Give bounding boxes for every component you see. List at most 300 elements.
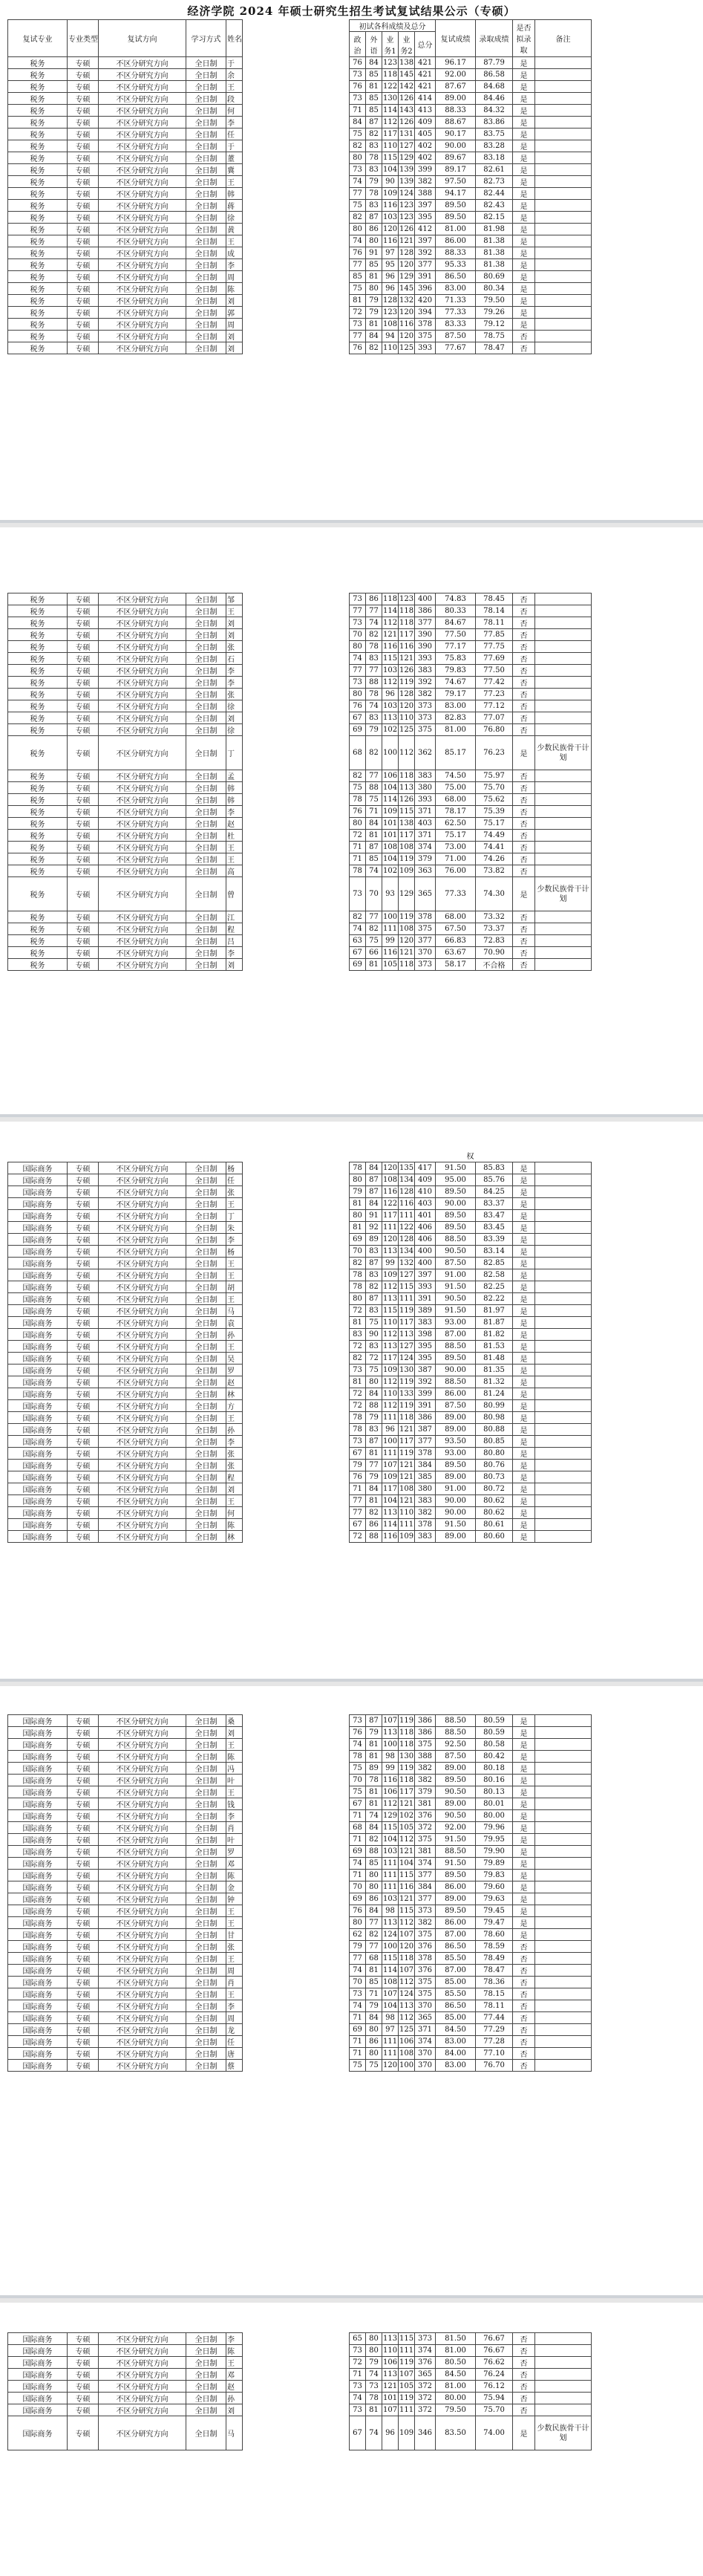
table-row — [350, 283, 592, 295]
cell-major: 税务 — [8, 212, 68, 224]
table-row — [8, 1917, 243, 1929]
cell-s1: 76 — [350, 806, 366, 818]
cell-s3: 122 — [382, 81, 399, 93]
cell-major: 税务 — [8, 140, 68, 152]
cell-final: 79.95 — [476, 1834, 513, 1846]
table-row — [8, 1174, 243, 1185]
cell-type: 专硕 — [68, 2060, 99, 2072]
table-row — [8, 1340, 243, 1352]
cell-s4: 130 — [399, 1364, 415, 1376]
table-row — [8, 2416, 243, 2450]
cell-note — [535, 1162, 592, 1174]
cell-s4: 112 — [399, 1917, 415, 1929]
cell-type: 专硕 — [68, 865, 99, 877]
cell-name: 韩 — [226, 188, 243, 200]
cell-direction: 不区分研究方向 — [99, 1727, 186, 1739]
cell-major: 税务 — [8, 295, 68, 307]
cell-type: 专硕 — [68, 319, 99, 331]
cell-total: 372 — [415, 2381, 436, 2393]
cell-mode: 全日制 — [186, 1316, 226, 1328]
table-right-fragment — [349, 1714, 592, 2072]
cell-admit: 是 — [513, 1174, 535, 1185]
cell-s1: 76 — [350, 342, 366, 354]
cell-s4: 120 — [399, 1941, 415, 1953]
cell-major: 国际商务 — [8, 1751, 68, 1763]
cell-retest: 77.67 — [436, 342, 476, 354]
cell-s3: 107 — [382, 1715, 399, 1727]
cell-s4: 117 — [399, 629, 415, 641]
table-row — [350, 164, 592, 176]
cell-note — [535, 1388, 592, 1399]
cell-s4: 112 — [399, 1834, 415, 1846]
table-row — [8, 1209, 243, 1221]
cell-s1: 72 — [350, 2357, 366, 2369]
cell-retest: 79.83 — [436, 665, 476, 677]
cell-s2: 71 — [366, 1988, 382, 2000]
table-row — [8, 593, 243, 605]
table-row — [8, 1953, 243, 1965]
cell-major: 国际商务 — [8, 1340, 68, 1352]
cell-retest: 89.50 — [436, 1185, 476, 1197]
cell-retest: 90.00 — [436, 140, 476, 152]
table-row — [8, 200, 243, 212]
table-row — [8, 1822, 243, 1834]
table-row — [350, 2000, 592, 2012]
cell-major: 国际商务 — [8, 2000, 68, 2012]
table-right-fragment — [349, 19, 592, 354]
cell-direction: 不区分研究方向 — [99, 342, 186, 354]
cell-final: 82.85 — [476, 1257, 513, 1269]
cell-type: 专硕 — [68, 1316, 99, 1328]
cell-s2: 71 — [366, 806, 382, 818]
cell-mode: 全日制 — [186, 93, 226, 105]
cell-admit: 是 — [513, 2416, 535, 2450]
table-row — [350, 1423, 592, 1435]
header-row — [350, 20, 592, 32]
cell-name: 方 — [226, 1399, 243, 1411]
cell-major: 税务 — [8, 806, 68, 818]
cell-admit: 否 — [513, 959, 535, 971]
cell-admit: 是 — [513, 212, 535, 224]
cell-note — [535, 617, 592, 629]
cell-retest: 74.50 — [436, 770, 476, 782]
table-row — [8, 1846, 243, 1858]
cell-name: 于 — [226, 140, 243, 152]
cell-final: 80.99 — [476, 1399, 513, 1411]
table-row — [8, 1751, 243, 1763]
table-row — [8, 212, 243, 224]
cell-s4: 115 — [399, 806, 415, 818]
cell-s3: 105 — [382, 959, 399, 971]
table-row — [350, 1364, 592, 1376]
cell-type: 专硕 — [68, 271, 99, 283]
cell-direction: 不区分研究方向 — [99, 1530, 186, 1542]
cell-mode: 全日制 — [186, 947, 226, 959]
cell-type: 专硕 — [68, 1953, 99, 1965]
cell-s2: 85 — [366, 1977, 382, 1988]
cell-s2: 89 — [366, 1763, 382, 1775]
cell-s1: 68 — [350, 736, 366, 770]
cell-s4: 124 — [399, 188, 415, 200]
cell-name: 刘 — [226, 712, 243, 724]
table-row — [8, 235, 243, 247]
cell-name: 刘 — [226, 331, 243, 342]
cell-direction: 不区分研究方向 — [99, 653, 186, 665]
cell-s2: 79 — [366, 307, 382, 319]
cell-type: 专硕 — [68, 2000, 99, 2012]
cell-type: 专硕 — [68, 1174, 99, 1185]
cell-s4: 145 — [399, 283, 415, 295]
cell-s3: 96 — [382, 283, 399, 295]
header-retest: 复试成绩 — [436, 20, 476, 57]
cell-admit: 是 — [513, 1798, 535, 1810]
table-row — [8, 129, 243, 140]
cell-note — [535, 1798, 592, 1810]
cell-major: 国际商务 — [8, 1257, 68, 1269]
cell-retest: 91.50 — [436, 1518, 476, 1530]
cell-s4: 112 — [399, 736, 415, 770]
cell-major: 税务 — [8, 93, 68, 105]
cell-type: 专硕 — [68, 129, 99, 140]
table-row — [350, 782, 592, 794]
cell-admit: 是 — [513, 1494, 535, 1506]
cell-s1: 80 — [350, 641, 366, 653]
cell-s4: 129 — [399, 271, 415, 283]
cell-mode: 全日制 — [186, 1304, 226, 1316]
cell-retest: 91.00 — [436, 1269, 476, 1281]
cell-name: 罗 — [226, 1364, 243, 1376]
cell-final: 77.10 — [476, 2048, 513, 2060]
header-note: 备注 — [535, 20, 592, 57]
table-row — [8, 2404, 243, 2416]
table-row — [8, 1715, 243, 1727]
cell-name: 李 — [226, 2000, 243, 2012]
cell-name: 王 — [226, 1917, 243, 1929]
cell-s4: 121 — [399, 1423, 415, 1435]
cell-s2: 84 — [366, 57, 382, 69]
cell-total: 373 — [415, 2333, 436, 2345]
table-row — [8, 1988, 243, 2000]
cell-total: 392 — [415, 1376, 436, 1388]
page-separator — [0, 1114, 703, 1122]
cell-s3: 123 — [382, 307, 399, 319]
cell-final: 83.28 — [476, 140, 513, 152]
cell-major: 国际商务 — [8, 1447, 68, 1459]
cell-total: 413 — [415, 105, 436, 117]
cell-direction: 不区分研究方向 — [99, 57, 186, 69]
cell-name: 高 — [226, 865, 243, 877]
cell-retest: 79.17 — [436, 689, 476, 700]
cell-s2: 66 — [366, 947, 382, 959]
cell-final: 75.70 — [476, 2404, 513, 2416]
cell-note — [535, 1423, 592, 1435]
table-row — [350, 1471, 592, 1483]
cell-retest: 77.33 — [436, 307, 476, 319]
cell-s1: 81 — [350, 1376, 366, 1388]
cell-major: 国际商务 — [8, 1858, 68, 1870]
cell-admit: 是 — [513, 1197, 535, 1209]
cell-s4: 124 — [399, 1352, 415, 1364]
cell-name: 任 — [226, 129, 243, 140]
cell-major: 税务 — [8, 152, 68, 164]
cell-s2: 83 — [366, 164, 382, 176]
cell-mode: 全日制 — [186, 1786, 226, 1798]
cell-note — [535, 641, 592, 653]
cell-mode: 全日制 — [186, 2024, 226, 2036]
cell-s3: 112 — [382, 1376, 399, 1388]
cell-mode: 全日制 — [186, 2060, 226, 2072]
table-row — [8, 69, 243, 81]
table-row — [350, 1763, 592, 1775]
table-row — [8, 1399, 243, 1411]
cell-final: 80.34 — [476, 283, 513, 295]
cell-name: 丁 — [226, 1209, 243, 1221]
cell-total: 375 — [415, 1739, 436, 1751]
cell-admit: 是 — [513, 1388, 535, 1399]
cell-retest: 89.00 — [436, 1471, 476, 1483]
cell-note: 少数民族骨干计划 — [535, 736, 592, 770]
table-row — [8, 1185, 243, 1197]
cell-s3: 110 — [382, 1388, 399, 1399]
cell-mode: 全日制 — [186, 1269, 226, 1281]
cell-mode: 全日制 — [186, 1197, 226, 1209]
cell-s2: 77 — [366, 1941, 382, 1953]
header-note-row — [350, 1150, 592, 1162]
header-s1: 政治 — [350, 32, 366, 57]
cell-name: 刘 — [226, 1727, 243, 1739]
cell-total: 421 — [415, 69, 436, 81]
cell-admit: 否 — [513, 818, 535, 830]
cell-direction: 不区分研究方向 — [99, 105, 186, 117]
table-row — [8, 1530, 243, 1542]
cell-name: 王 — [226, 1953, 243, 1965]
cell-s3: 97 — [382, 2024, 399, 2036]
cell-name: 余 — [226, 69, 243, 81]
cell-direction: 不区分研究方向 — [99, 605, 186, 617]
cell-name: 曾 — [226, 877, 243, 911]
cell-type: 专硕 — [68, 212, 99, 224]
cell-s1: 76 — [350, 700, 366, 712]
cell-name: 蒋 — [226, 200, 243, 212]
cell-s3: 118 — [382, 69, 399, 81]
cell-major: 税务 — [8, 794, 68, 806]
cell-s3: 113 — [382, 1917, 399, 1929]
table-row — [350, 1376, 592, 1388]
cell-s3: 103 — [382, 1893, 399, 1905]
cell-type: 专硕 — [68, 1245, 99, 1257]
cell-retest: 86.00 — [436, 1881, 476, 1893]
header-admit: 是否拟录取 — [513, 20, 535, 57]
cell-mode: 全日制 — [186, 105, 226, 117]
cell-s2: 78 — [366, 641, 382, 653]
cell-direction: 不区分研究方向 — [99, 1846, 186, 1858]
table-row — [350, 2024, 592, 2036]
table-row — [8, 1798, 243, 1810]
cell-s3: 104 — [382, 782, 399, 794]
cell-admit: 否 — [513, 2404, 535, 2416]
cell-mode: 全日制 — [186, 1281, 226, 1292]
cell-s4: 130 — [399, 1751, 415, 1763]
cell-retest: 75.83 — [436, 653, 476, 665]
cell-s4: 108 — [399, 923, 415, 935]
cell-note — [535, 1822, 592, 1834]
cell-s3: 111 — [382, 1447, 399, 1459]
cell-major: 税务 — [8, 235, 68, 247]
cell-s4: 107 — [399, 1965, 415, 1977]
cell-note — [535, 1494, 592, 1506]
cell-type: 专硕 — [68, 806, 99, 818]
cell-s3: 110 — [382, 2345, 399, 2357]
cell-name: 成 — [226, 247, 243, 259]
cell-final: 75.39 — [476, 806, 513, 818]
cell-final: 80.00 — [476, 1810, 513, 1822]
cell-admit: 是 — [513, 319, 535, 331]
cell-direction: 不区分研究方向 — [99, 1376, 186, 1388]
table-row — [350, 247, 592, 259]
cell-total: 371 — [415, 830, 436, 842]
cell-s4: 105 — [399, 2381, 415, 2393]
cell-type: 专硕 — [68, 2381, 99, 2393]
cell-admit: 否 — [513, 1965, 535, 1977]
cell-admit: 否 — [513, 1988, 535, 2000]
cell-total: 389 — [415, 1304, 436, 1316]
table-row — [8, 1518, 243, 1530]
cell-s2: 81 — [366, 830, 382, 842]
cell-major: 税务 — [8, 959, 68, 971]
cell-s1: 73 — [350, 93, 366, 105]
cell-s1: 80 — [350, 818, 366, 830]
cell-direction: 不区分研究方向 — [99, 794, 186, 806]
cell-total: 387 — [415, 1423, 436, 1435]
cell-name: 徐 — [226, 212, 243, 224]
cell-final: 80.61 — [476, 1518, 513, 1530]
cell-note — [535, 1459, 592, 1471]
table-left-fragment — [7, 19, 243, 354]
cell-major: 国际商务 — [8, 1221, 68, 1233]
cell-mode: 全日制 — [186, 1209, 226, 1221]
cell-note — [535, 247, 592, 259]
cell-name: 刘 — [226, 342, 243, 354]
cell-major: 国际商务 — [8, 2060, 68, 2072]
cell-s2: 80 — [366, 2048, 382, 2060]
cell-s4: 121 — [399, 653, 415, 665]
cell-s4: 119 — [399, 1715, 415, 1727]
cell-total: 402 — [415, 152, 436, 164]
cell-direction: 不区分研究方向 — [99, 2393, 186, 2404]
cell-major: 税务 — [8, 57, 68, 69]
table-row — [350, 1775, 592, 1786]
cell-direction: 不区分研究方向 — [99, 935, 186, 947]
cell-major: 税务 — [8, 830, 68, 842]
cell-note — [535, 1471, 592, 1483]
cell-type: 专硕 — [68, 2345, 99, 2357]
cell-major: 国际商务 — [8, 2012, 68, 2024]
cell-s1: 71 — [350, 1810, 366, 1822]
cell-note — [535, 677, 592, 689]
cell-s1: 73 — [350, 1715, 366, 1727]
cell-direction: 不区分研究方向 — [99, 1162, 186, 1174]
cell-admit: 是 — [513, 1185, 535, 1197]
cell-note — [535, 724, 592, 736]
table-row — [350, 1221, 592, 1233]
cell-s3: 114 — [382, 605, 399, 617]
cell-note — [535, 1988, 592, 2000]
cell-major: 税务 — [8, 712, 68, 724]
table-row — [8, 724, 243, 736]
table-row — [350, 81, 592, 93]
table-row — [8, 653, 243, 665]
cell-s4: 108 — [399, 1483, 415, 1494]
cell-retest: 81.50 — [436, 2333, 476, 2345]
cell-final: 78.14 — [476, 605, 513, 617]
cell-major: 国际商务 — [8, 1941, 68, 1953]
cell-total: 346 — [415, 2416, 436, 2450]
cell-note — [535, 1727, 592, 1739]
cell-s3: 104 — [382, 2000, 399, 2012]
cell-name: 王 — [226, 1340, 243, 1352]
cell-direction: 不区分研究方向 — [99, 1798, 186, 1810]
cell-type: 专硕 — [68, 1328, 99, 1340]
cell-mode: 全日制 — [186, 200, 226, 212]
cell-final: 77.42 — [476, 677, 513, 689]
cell-mode: 全日制 — [186, 959, 226, 971]
cell-s1: 77 — [350, 188, 366, 200]
cell-s3: 100 — [382, 1941, 399, 1953]
table-row — [8, 712, 243, 724]
table-row — [350, 1506, 592, 1518]
cell-admit: 是 — [513, 1376, 535, 1388]
cell-s2: 85 — [366, 69, 382, 81]
table-left-fragment — [7, 593, 243, 971]
cell-final: 74.00 — [476, 2416, 513, 2450]
cell-mode: 全日制 — [186, 271, 226, 283]
cell-retest: 74.83 — [436, 593, 476, 605]
cell-retest: 77.17 — [436, 641, 476, 653]
cell-total: 382 — [415, 176, 436, 188]
cell-retest: 88.50 — [436, 1376, 476, 1388]
cell-s1: 77 — [350, 1953, 366, 1965]
table-row — [350, 1953, 592, 1965]
header-mode: 学习方式 — [186, 20, 226, 57]
cell-s4: 128 — [399, 247, 415, 259]
cell-mode: 全日制 — [186, 2357, 226, 2369]
cell-total: 376 — [415, 1965, 436, 1977]
cell-s2: 81 — [366, 81, 382, 93]
cell-major: 税务 — [8, 853, 68, 865]
cell-total: 371 — [415, 806, 436, 818]
table-row — [350, 140, 592, 152]
cell-s4: 121 — [399, 1798, 415, 1810]
cell-s1: 75 — [350, 283, 366, 295]
cell-name: 杜 — [226, 830, 243, 842]
cell-s2: 80 — [366, 235, 382, 247]
cell-total: 383 — [415, 665, 436, 677]
cell-admit: 是 — [513, 1763, 535, 1775]
cell-name: 李 — [226, 665, 243, 677]
cell-final: 84.25 — [476, 1185, 513, 1197]
page-separator — [0, 1679, 703, 1686]
cell-type: 专硕 — [68, 911, 99, 923]
cell-final: 79.90 — [476, 1846, 513, 1858]
cell-retest: 86.50 — [436, 1941, 476, 1953]
table-row — [350, 1494, 592, 1506]
cell-final: 79.50 — [476, 295, 513, 307]
cell-s4: 123 — [399, 212, 415, 224]
cell-s2: 84 — [366, 1162, 382, 1174]
cell-admit: 是 — [513, 1530, 535, 1542]
cell-final: 80.60 — [476, 1530, 513, 1542]
cell-final: 85.83 — [476, 1162, 513, 1174]
